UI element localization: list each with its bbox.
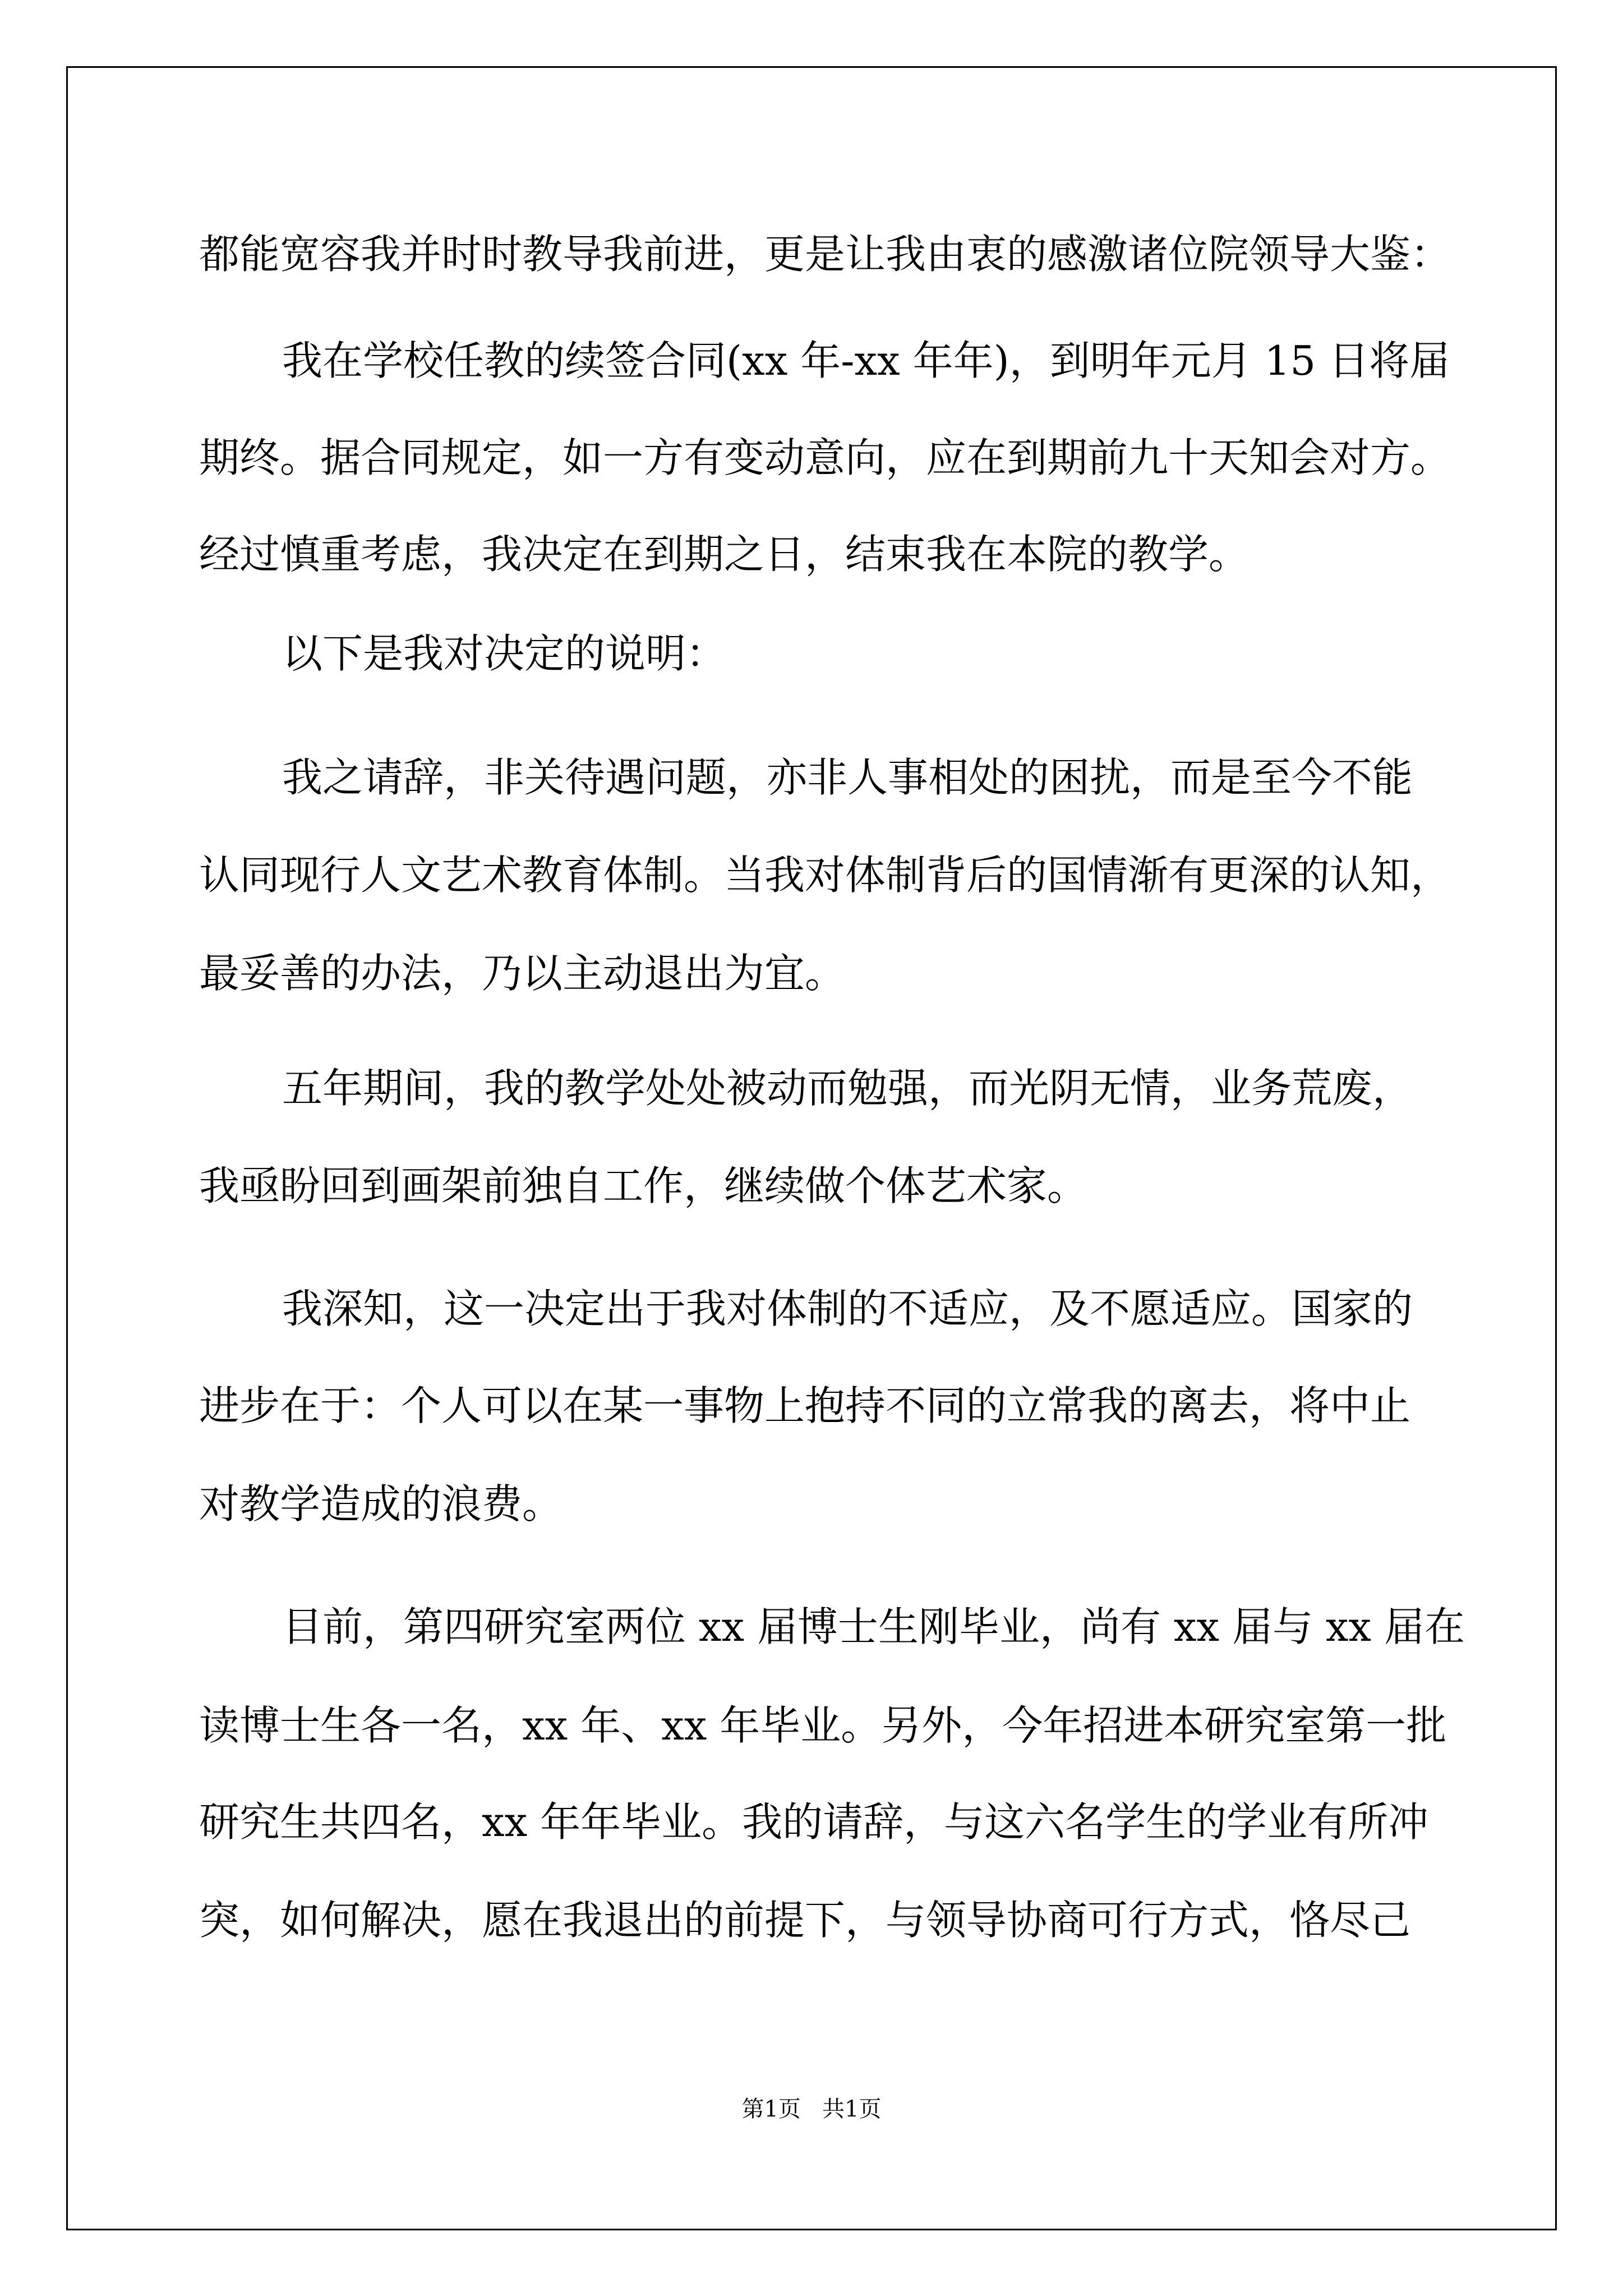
text-line: 认同现行人文艺术教育体制。当我对体制背后的国情渐有更深的认知， bbox=[199, 852, 1451, 899]
text-line: 我在学校任教的续签合同(xx 年-xx 年年)，到明年元月 15 日将届 bbox=[282, 337, 1450, 384]
text-line: 以下是我对决定的说明： bbox=[282, 630, 727, 677]
text-line: 最妥善的办法，乃以主动退出为宜。 bbox=[199, 950, 846, 997]
text-line: 研究生共四名，xx 年年毕业。我的请辞，与这六名学生的学业有所冲 bbox=[199, 1798, 1429, 1846]
text-line: 经过慎重考虑，我决定在到期之日，结束我在本院的教学。 bbox=[199, 531, 1249, 578]
text-line: 进步在于：个人可以在某一事物上抱持不同的立常我的离去，将中止 bbox=[199, 1382, 1411, 1429]
text-line: 对教学造成的浪费。 bbox=[199, 1480, 563, 1527]
text-line: 都能宽容我并时时教导我前进，更是让我由衷的感激诸位院领导大鉴： bbox=[199, 231, 1451, 278]
text-line: 我亟盼回到画架前独自工作，继续做个体艺术家。 bbox=[199, 1162, 1088, 1209]
text-line: 读博士生各一名，xx 年、xx 年毕业。另外，今年招进本研究室第一批 bbox=[199, 1702, 1447, 1749]
text-line: 我之请辞，非关待遇问题，亦非人事相处的困扰，而是至今不能 bbox=[282, 754, 1413, 801]
text-line: 期终。据合同规定，如一方有变动意向，应在到期前九十天知会对方。 bbox=[199, 434, 1451, 481]
text-line: 突，如何解决，愿在我退出的前提下，与领导协商可行方式，恪尽己 bbox=[199, 1897, 1411, 1944]
text-line: 我深知，这一决定出于我对体制的不适应，及不愿适应。国家的 bbox=[282, 1285, 1413, 1332]
page-number-footer: 第1页 共1页 bbox=[741, 2096, 882, 2122]
text-line: 五年期间，我的教学处处被动而勉强，而光阴无情，业务荒废， bbox=[282, 1065, 1413, 1112]
text-line: 目前，第四研究室两位 xx 届博士生刚毕业，尚有 xx 届与 xx 届在 bbox=[282, 1603, 1465, 1650]
